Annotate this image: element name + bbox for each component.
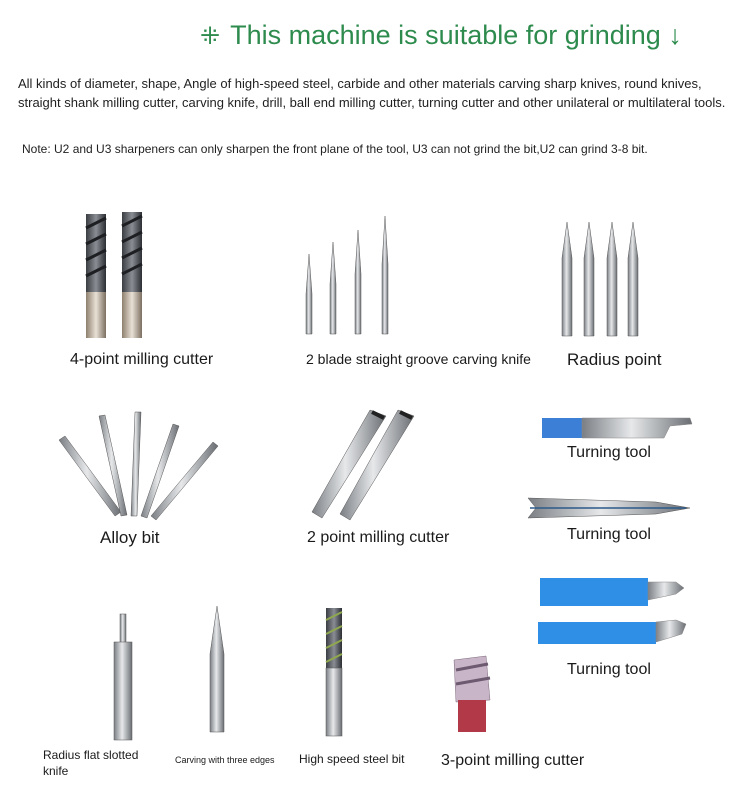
radius-flat-slotted-knife-image [110, 612, 140, 742]
label-two-blade-carving: 2 blade straight groove carving knife [306, 351, 531, 367]
label-two-point-milling: 2 point milling cutter [307, 529, 450, 546]
four-point-milling-cutter-image [78, 208, 158, 340]
radius-point-image [558, 218, 648, 338]
carving-three-edges-image [206, 604, 228, 734]
page-title-text: This machine is suitable for grinding ↓ [230, 20, 682, 50]
label-radius-flat-slotted: Radius flat slotted knife [43, 748, 139, 778]
turning-tool-1-image [540, 414, 696, 440]
label-three-point-milling: 3-point milling cutter [441, 752, 585, 769]
two-point-milling-cutter-image [310, 408, 420, 520]
label-carving-three-edges: Carving with three edges [175, 755, 275, 765]
intro-paragraph: All kinds of diameter, shape, Angle of high-speed steel, carbide and other materials carving sharp knives, round knives, straight shank milling cutter, carving knife, drill, ball end milling cutter, turning cutter and other unilateral or multilateral tools. [18, 76, 726, 110]
note-paragraph: Note: U2 and U3 sharpeners can only sharpen the front plane of the tool, U3 can not grind the bit,U2 can grind 3-8 bit. [22, 142, 648, 156]
label-high-speed-steel-bit: High speed steel bit [299, 752, 405, 766]
label-turning-tool-1: Turning tool [567, 444, 651, 461]
turning-tool-3-image [536, 576, 688, 646]
page-title [200, 20, 682, 51]
alloy-bit-image [55, 410, 220, 520]
label-turning-tool-2: Turning tool [567, 526, 651, 543]
label-radius-point: Radius point [567, 350, 662, 369]
label-alloy-bit: Alloy bit [100, 528, 160, 547]
high-speed-steel-bit-image [322, 606, 346, 738]
three-point-milling-cutter-image [446, 656, 494, 734]
label-four-point-milling: 4-point milling cutter [70, 351, 214, 368]
label-turning-tool-3: Turning tool [567, 661, 651, 678]
turning-tool-2-image [526, 492, 692, 522]
two-blade-carving-knife-image [298, 214, 398, 336]
crossed-sparkle-icon: ⁜ [200, 23, 221, 50]
